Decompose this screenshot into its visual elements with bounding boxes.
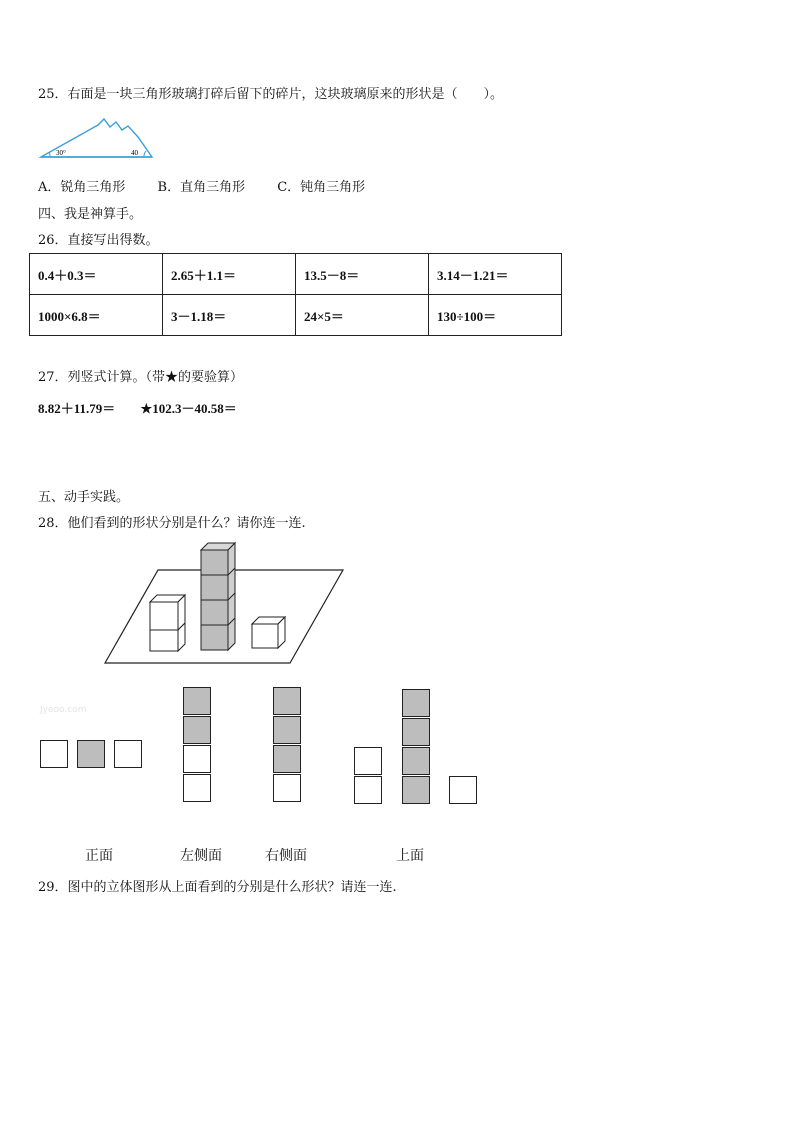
q27-items	[38, 398, 237, 417]
section-4-heading: 四、我是神算手。	[38, 207, 143, 222]
calc-cell: 24×5＝	[296, 295, 429, 336]
q27-item-2: ★102.3－40.58＝	[140, 401, 237, 416]
label-front[interactable]: 正面	[85, 848, 113, 864]
view-square	[354, 776, 382, 804]
view-square	[354, 747, 382, 775]
option-a[interactable]: A．锐角三角形	[38, 180, 126, 195]
view-square-gray	[77, 740, 105, 768]
label-left-side[interactable]: 左侧面	[180, 848, 222, 864]
view-square-gray	[402, 747, 430, 775]
calc-cell: 1000×6.8＝	[30, 295, 163, 336]
option-c[interactable]: C．钝角三角形	[277, 180, 366, 195]
view-square-gray	[183, 716, 211, 744]
section-5-heading: 五、动手实践。	[38, 490, 130, 505]
angle-right-label: 40	[131, 149, 138, 157]
view-square-gray	[183, 687, 211, 715]
q27-item-1: 8.82＋11.79＝	[38, 401, 116, 416]
angle-left-label: 30°	[56, 149, 66, 157]
q25-text: 25．右面是一块三角形玻璃打碎后留下的碎片，这块玻璃原来的形状是（ ）。	[38, 87, 504, 102]
view-square-gray	[402, 776, 430, 804]
option-b[interactable]: B．直角三角形	[157, 180, 246, 195]
view-square-gray	[402, 689, 430, 717]
glass-fragment-figure	[38, 115, 158, 161]
view-square-gray	[273, 687, 301, 715]
view-square-gray	[273, 716, 301, 744]
calc-cell: 3.14－1.21＝	[429, 254, 562, 295]
table-row	[30, 254, 562, 295]
view-square-gray	[402, 718, 430, 746]
label-top[interactable]: 上面	[396, 848, 424, 864]
calc-cell: 2.65＋1.1＝	[163, 254, 296, 295]
table-row	[30, 295, 562, 336]
watermark: Jyeoo.com	[40, 705, 87, 715]
view-square	[183, 745, 211, 773]
calc-cell: 13.5－8＝	[296, 254, 429, 295]
calc-cell: 3－1.18＝	[163, 295, 296, 336]
cube-arrangement-figure	[100, 540, 350, 670]
view-square	[114, 740, 142, 768]
view-square-gray	[273, 745, 301, 773]
calc-cell: 0.4＋0.3＝	[30, 254, 163, 295]
calc-cell: 130÷100＝	[429, 295, 562, 336]
label-right-side[interactable]: 右侧面	[265, 848, 307, 864]
view-square	[449, 776, 477, 804]
q25-options	[38, 176, 393, 195]
q29-text: 29．图中的立体图形从上面看到的分别是什么形状？请连一连.	[38, 880, 397, 895]
q27-text: 27．列竖式计算。（带★的要验算）	[38, 370, 244, 385]
q28-text: 28．他们看到的形状分别是什么？请你连一连.	[38, 516, 306, 531]
view-square	[183, 774, 211, 802]
calc-table	[29, 253, 562, 336]
q26-text: 26．直接写出得数。	[38, 233, 159, 248]
view-square	[40, 740, 68, 768]
view-square	[273, 774, 301, 802]
